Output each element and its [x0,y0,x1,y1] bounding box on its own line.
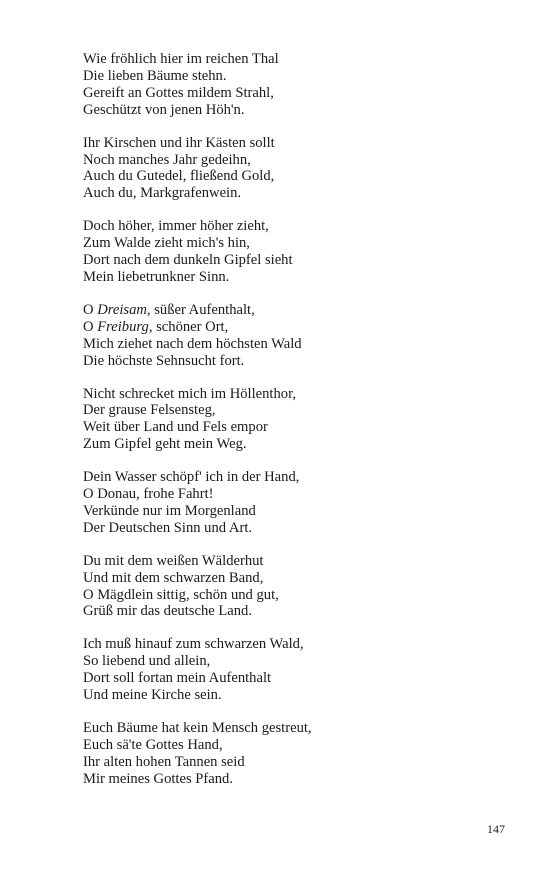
poem-line [83,319,503,336]
poem-body [83,51,503,804]
poem-line: Grüß mir das deutsche Land. [83,603,252,620]
stanza-5 [83,386,503,454]
stanza-4 [83,302,503,370]
poem-line [83,302,503,319]
place-name-dreisam: Dreisam, [97,301,151,318]
poem-line: Euch sä'te Gottes Hand, [83,736,223,753]
line-prefix: O [83,301,98,318]
line-rest: süßer Aufenthalt, [150,301,255,318]
poem-line: Mich ziehet nach dem höchsten Wald [83,335,302,352]
poem-line: Und mit dem schwarzen Band, [83,569,264,586]
poem-line: Ihr Kirschen und ihr Kästen sollt [83,134,275,151]
poem-line: Zum Gipfel geht mein Weg. [83,436,247,453]
poem-line: Euch Bäume hat kein Mensch gestreut, [83,720,312,736]
poem-line: Ihr alten hohen Tannen seid [83,753,245,770]
poem-line: Die lieben Bäume stehn. [83,67,227,84]
poem-line: Und meine Kirche sein. [83,687,222,704]
poem-line: Auch du, Markgrafenwein. [83,185,242,202]
poem-line: Mein liebetrunkner Sinn. [83,268,230,285]
poem-line: Du mit dem weißen Wälderhut [83,552,264,569]
page-number: 147 [487,822,505,836]
poem-line: Weit über Land und Fels empor [83,419,268,436]
poem-line: Wie fröhlich hier im reichen Thal [83,51,279,67]
stanza-2 [83,135,503,203]
poem-line: Dort soll fortan mein Aufenthalt [83,670,272,687]
place-name-freiburg: Freiburg, [97,318,153,335]
poem-line: O Donau, frohe Fahrt! [83,486,214,503]
poem-line: Geschützt von jenen Höh'n. [83,101,245,118]
poem-line: O Mägdlein sittig, schön und gut, [83,586,279,603]
line-prefix: O [83,318,98,335]
poem-line: Ich muß hinauf zum schwarzen Wald, [83,636,304,653]
stanza-7 [83,553,503,621]
stanza-6 [83,469,503,537]
poem-line: Die höchste Sehnsucht fort. [83,352,245,369]
poem-line: So liebend und allein, [83,653,211,670]
poem-line: Mir meines Gottes Pfand. [83,770,233,787]
poem-line: Auch du Gutedel, fließend Gold, [83,168,275,185]
stanza-3 [83,218,503,286]
poem-line: Noch manches Jahr gedeihn, [83,151,251,168]
poem-line: Der Deutschen Sinn und Art. [83,519,253,536]
poem-line: Gereift an Gottes mildem Strahl, [83,84,274,101]
poem-line: Nicht schrecket mich im Höllenthor, [83,385,296,402]
poem-line: Dort nach dem dunkeln Gipfel sieht [83,252,293,269]
poem-line: Verkünde nur im Morgenland [83,502,256,519]
poem-line: Zum Walde zieht mich's hin, [83,235,250,252]
line-rest: schöner Ort, [152,318,229,335]
poem-line: Dein Wasser schöpf' ich in der Hand, [83,469,300,486]
poem-line: Der grause Felsensteg, [83,402,216,419]
stanza-1 [83,51,503,119]
stanza-8 [83,636,503,704]
poem-line: Doch höher, immer höher zieht, [83,218,269,235]
stanza-9 [83,720,503,788]
